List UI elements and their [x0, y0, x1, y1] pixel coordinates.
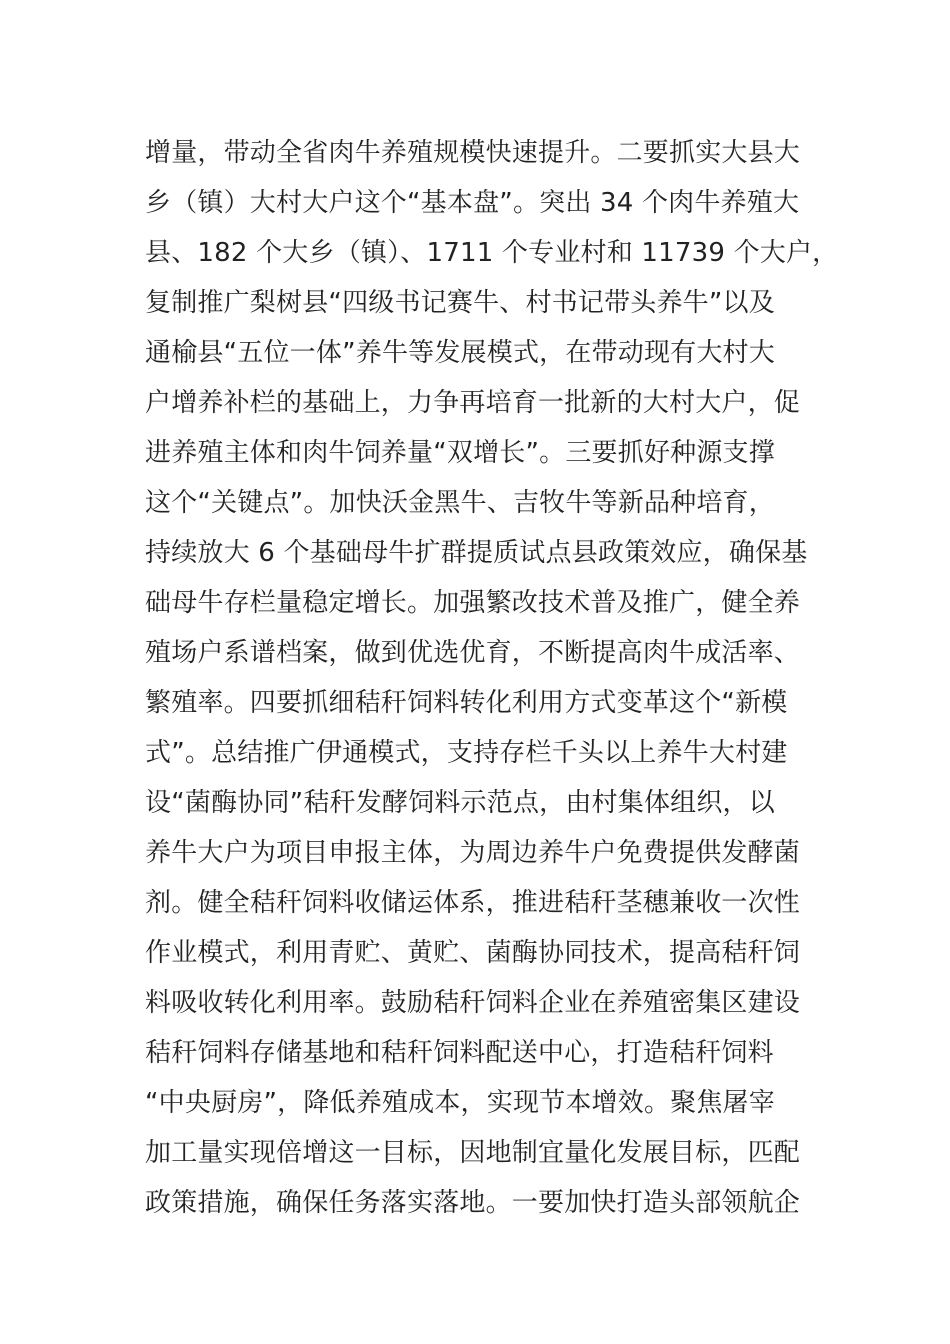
text-line: 户增养补栏的基础上，力争再培育一批新的大村大户，促 — [145, 388, 801, 418]
text-line: “中央厨房”，降低养殖成本，实现节本增效。聚焦屠宰 — [145, 1088, 775, 1118]
text-line: 进养殖主体和肉牛饲养量“双增长”。三要抓好种源支撑 — [145, 438, 775, 468]
text-line: 县、182 个大乡（镇）、1711 个专业村和 11739 个大户， — [145, 238, 839, 268]
body-text — [145, 128, 845, 1228]
text-line: 增量，带动全省肉牛养殖规模快速提升。二要抓实大县大 — [145, 138, 801, 168]
text-line: 繁殖率。四要抓细秸秆饲料转化利用方式变革这个“新模 — [145, 688, 788, 718]
text-line: 作业模式，利用青贮、黄贮、菌酶协同技术，提高秸秆饲 — [145, 938, 801, 968]
text-line: 这个“关键点”。加快沃金黑牛、吉牧牛等新品种培育， — [145, 488, 775, 518]
text-line: 式”。总结推广伊通模式，支持存栏千头以上养牛大村建 — [145, 738, 788, 768]
text-line: 殖场户系谱档案，做到优选优育，不断提高肉牛成活率、 — [145, 638, 801, 668]
text-line: 持续放大 6 个基础母牛扩群提质试点县政策效应，确保基 — [145, 538, 808, 568]
text-line: 剂。健全秸秆饲料收储运体系，推进秸秆茎穗兼收一次性 — [145, 888, 801, 918]
text-line: 养牛大户为项目申报主体，为周边养牛户免费提供发酵菌 — [145, 838, 801, 868]
text-line: 政策措施，确保任务落实落地。一要加快打造头部领航企 — [145, 1188, 801, 1218]
text-line: 复制推广梨树县“四级书记赛牛、村书记带头养牛”以及 — [145, 288, 775, 318]
text-line: 础母牛存栏量稳定增长。加强繁改技术普及推广，健全养 — [145, 588, 801, 618]
text-line: 通榆县“五位一体”养牛等发展模式，在带动现有大村大 — [145, 338, 775, 368]
text-line: 料吸收转化利用率。鼓励秸秆饲料企业在养殖密集区建设 — [145, 988, 801, 1018]
text-line: 乡（镇）大村大户这个“基本盘”。突出 34 个肉牛养殖大 — [145, 188, 800, 218]
text-line: 设“菌酶协同”秸秆发酵饲料示范点，由村集体组织，以 — [145, 788, 775, 818]
text-line: 加工量实现倍增这一目标，因地制宜量化发展目标，匹配 — [145, 1138, 801, 1168]
text-line: 秸秆饲料存储基地和秸秆饲料配送中心，打造秸秆饲料 — [145, 1038, 774, 1068]
